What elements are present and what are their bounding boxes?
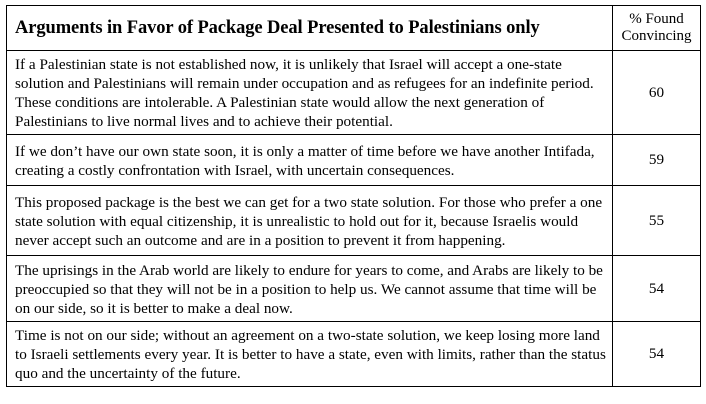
table-title: Arguments in Favor of Package Deal Presented to Palestinians only [7,6,613,51]
table-row [7,256,701,322]
percent-header-line1: % Found [629,11,684,27]
table-row [7,51,701,135]
percent-header [613,6,701,51]
percent-value: 54 [613,256,701,322]
table-header-row [7,6,701,51]
arguments-table-container [6,5,701,387]
percent-value: 60 [613,51,701,135]
percent-value: 55 [613,186,701,256]
table-row [7,322,701,387]
argument-text: If a Palestinian state is not established now, it is unlikely that Israel will accept a one-state solution and Palestinians will remain under occupation and as refugees for an indefinite period. These conditions are intolerable. A Palestinian state would allow the next generation of Palestinians to live normal lives and to achieve their potential. [7,51,613,135]
table-row [7,186,701,256]
percent-header-line2: Convincing [621,28,692,44]
argument-text: This proposed package is the best we can get for a two state solution. For those who prefer a one state solution with equal citizenship, it is unrealistic to hold out for it, because Israelis would never accept such an outcome and are in a position to prevent it from happening. [7,186,613,256]
table-row [7,135,701,186]
argument-text: Time is not on our side; without an agreement on a two-state solution, we keep losing more land to Israeli settlements every year. It is better to have a state, even with limits, rather than the status quo and the uncertainty of the future. [7,322,613,387]
argument-text: If we don’t have our own state soon, it is only a matter of time before we have another Intifada, creating a costly confrontation with Israel, with uncertain consequences. [7,135,613,186]
argument-text: The uprisings in the Arab world are likely to endure for years to come, and Arabs are likely to be preoccupied so that they will not be in a position to help us. We cannot assume that time will be on our side, so it is better to make a deal now. [7,256,613,322]
percent-value: 59 [613,135,701,186]
percent-value: 54 [613,322,701,387]
arguments-table [6,5,701,387]
